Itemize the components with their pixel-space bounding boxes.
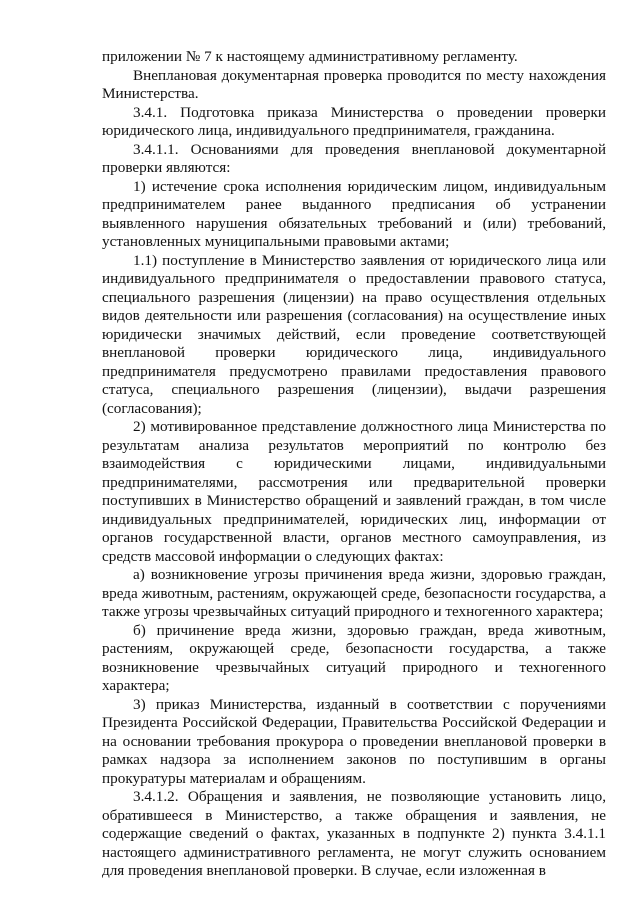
list-item-1: 1) истечение срока исполнения юридическим лицом, индивидуальным предпринимателем ранее выданного предписания об устранении выявленного нарушения обязательных требований и (или) требований, установленных муниципальными правовыми актами; (102, 177, 606, 250)
list-item-1-1: 1.1) поступление в Министерство заявления от юридического лица или индивидуального предпринимателя о предоставлении правового статуса, специального разрешения (лицензии) на право осуществления отдельных видов деятельности или разрешения (согласования) на осуществление иных юридически значимых действий, если проведение соответствующей внеплановой проверки юридического лица, индивидуального предпринимателя предусмотрено правилами предоставления правового статуса, специального разрешения (лицензии), выдачи разрешения (согласования); (102, 251, 606, 417)
list-item-2: 2) мотивированное представление должностного лица Министерства по результатам анализа результатов мероприятий по контролю без взаимодействия с юридическими лицами, индивидуальными предпринимателями, рассмотрения или предварительной проверки поступивших в Министерство обращений и заявлений граждан, в том числе индивидуальных предпринимателей, юридических лиц, информации от органов государственной власти, органов местного самоуправления, из средств массовой информации о следующих фактах: (102, 418, 606, 565)
paragraph-3-4-1-2: 3.4.1.2. Обращения и заявления, не позволяющие установить лицо, обратившееся в Министерство, а также обращения и заявления, не содержащие сведений о фактах, указанных в подпункте 2) пункта 3.4.1.1 настоящего административного регламента, не могут служить основанием для проведения внеплановой проверки. В случае, если изложенная в (102, 788, 606, 879)
list-item-3: 3) приказ Министерства, изданный в соответствии с поручениями Президента Российской Федерации, Правительства Российской Федерации и на основании требования прокурора о проведении внеплановой проверки в рамках надзора за исполнением законов по поступившим в органы прокуратуры материалам и обращениям. (102, 695, 606, 787)
paragraph-inspection-location: Внеплановая документарная проверка проводится по месту нахождения Министерства. (102, 66, 606, 102)
paragraph-3-4-1: 3.4.1. Подготовка приказа Министерства о проведении проверки юридического лица, индивидуального предпринимателя, гражданина. (102, 103, 606, 139)
paragraph-3-4-1-1: 3.4.1.1. Основаниями для проведения внеплановой документарной проверки являются: (102, 140, 606, 176)
document-page (102, 48, 606, 881)
list-item-2-a: а) возникновение угрозы причинения вреда жизни, здоровью граждан, вреда животным, растениям, окружающей среде, безопасности государства, а также угрозы чрезвычайных ситуаций природного и техногенного характера; (102, 566, 606, 620)
list-item-2-b: б) причинение вреда жизни, здоровью граждан, вреда животным, растениям, окружающей среде, безопасности государства, а также возникновение чрезвычайных ситуаций природного и техногенного характера; (102, 621, 606, 694)
paragraph-continuation: приложении № 7 к настоящему административному регламенту. (102, 48, 518, 65)
